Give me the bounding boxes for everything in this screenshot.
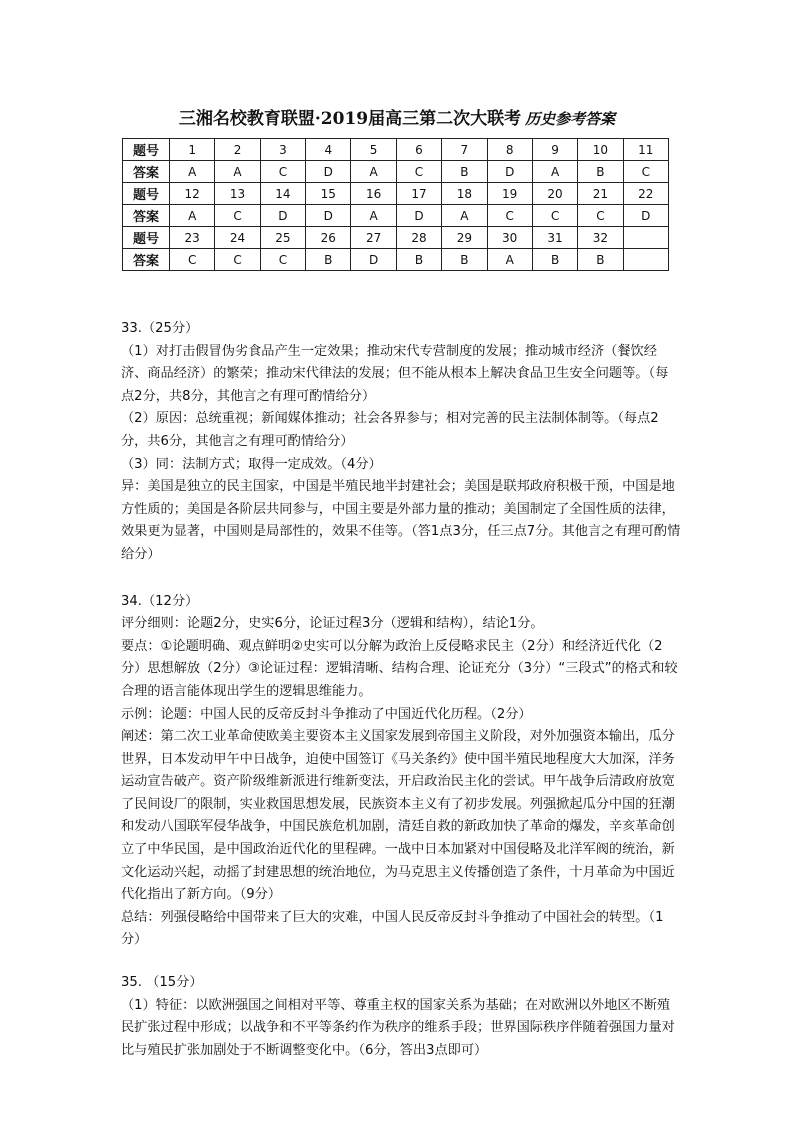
answer-table-cell: D: [396, 205, 441, 227]
answer-table-cell: 22: [623, 183, 668, 205]
answer-table-cell: D: [306, 161, 351, 183]
answer-table-cell: C: [260, 161, 305, 183]
answer-table-cell: 28: [396, 227, 441, 249]
q35-heading: 35. （15分）: [121, 975, 203, 991]
answer-table-cell: 13: [215, 183, 260, 205]
document-title: [0, 104, 794, 129]
q33-heading: 33.（25分）: [121, 321, 199, 336]
answer-table-cell: 15: [306, 183, 351, 205]
title-sub: 历史参考答案: [525, 110, 616, 128]
answer-table-cell: 2: [215, 139, 260, 161]
answer-table-cell: A: [170, 205, 215, 227]
answer-table-cell: C: [578, 205, 623, 227]
answer-table-cell: C: [260, 249, 305, 271]
answer-table-row: [123, 183, 669, 205]
q33-part2: （2）原因：总统重视；新闻媒体推动；社会各界参与；相对完善的民主法制体制等。（每点2分，共6分，其他言之有理可酌情给分）: [121, 411, 659, 449]
q34-heading: 34.（12分）: [121, 593, 199, 609]
answer-table-cell: 14: [260, 183, 305, 205]
answer-table-cell: A: [170, 161, 215, 183]
answer-table-cell: 11: [623, 139, 668, 161]
q33-part1: （1）对打击假冒伪劣食品产生一定效果；推动宋代专营制度的发展；推动城市经济（餐饮经济、商品经济）的繁荣；推动宋代律法的发展；但不能从根本上解决食品卫生安全问题等。（每点2分，共8分，其他言之有理可酌情给分）: [121, 343, 669, 404]
answer-table-cell: [623, 227, 668, 249]
answer-table-cell: B: [396, 249, 441, 271]
answer-table-cell: 16: [351, 183, 396, 205]
q34-summary: 总结：列强侵略给中国带来了巨大的灾难，中国人民反帝反封斗争推动了中国社会的转型。（1分）: [121, 909, 664, 948]
answer-table-row-header: 题号: [123, 139, 170, 161]
answer-table-cell: C: [623, 161, 668, 183]
answer-table-cell: C: [487, 205, 532, 227]
answer-table-cell: B: [578, 161, 623, 183]
answer-table-cell: 21: [578, 183, 623, 205]
answer-table-cell: 12: [170, 183, 215, 205]
q34-example: 示例：论题：中国人民的反帝反封斗争推动了中国近代化历程。（2分）: [121, 706, 532, 722]
answer-table-cell: A: [351, 205, 396, 227]
answer-table-cell: C: [170, 249, 215, 271]
answer-table-cell: D: [260, 205, 305, 227]
answer-table-row-header: 答案: [123, 161, 170, 183]
answer-table-cell: 32: [578, 227, 623, 249]
answer-table-cell: 20: [532, 183, 577, 205]
answer-table-cell: B: [442, 249, 487, 271]
answer-table-cell: A: [487, 249, 532, 271]
answer-table-cell: 23: [170, 227, 215, 249]
answer-table-cell: 3: [260, 139, 305, 161]
answer-table-cell: A: [215, 161, 260, 183]
answer-table-cell: D: [623, 205, 668, 227]
q33-part3-diff: 异：美国是独立的民主国家，中国是半殖民地半封建社会；美国是联邦政府积极干预，中国是地方性质的；美国是各阶层共同参与，中国主要是外部力量的推动；美国制定了全国性质的法律，效果更为显著，中国则是局部性的，效果不佳等。（答1点3分，任三点7分。其他言之有理可酌情给分）: [121, 479, 681, 562]
answer-table-cell: B: [442, 161, 487, 183]
answer-table-cell: 5: [351, 139, 396, 161]
answer-table-row: [123, 205, 669, 227]
answer-table: [122, 138, 669, 271]
answer-table-row: [123, 227, 669, 249]
answer-table-cell: A: [532, 161, 577, 183]
answer-table-cell: 25: [260, 227, 305, 249]
answer-table-row: [123, 139, 669, 161]
answer-table-cell: 6: [396, 139, 441, 161]
answer-table-row: [123, 161, 669, 183]
q34-elaboration: 阐述：第二次工业革命使欧美主要资本主义国家发展到帝国主义阶段，对外加强资本输出，瓜分世界，日本发动甲午中日战争，迫使中国签订《马关条约》使中国半殖民地程度大大加深，洋务运动宣告破产。资产阶级维新派进行维新变法，开启政治民主化的尝试。甲午战争后清政府放宽了民间设厂的限制，实业救国思想发展，民族资本主义有了初步发展。列强掀起瓜分中国的狂潮和发动八国联军侵华战争，中国民族危机加剧，清廷自救的新政加快了革命的爆发，辛亥革命创立了中华民国，是中国政治近代化的里程碑。一战中日本加紧对中国侵略及北洋军阀的统治，新文化运动兴起，动摇了封建思想的统治地位，为马克思主义传播创造了条件，十月革命为中国近代化指出了新方向。（9分）: [121, 729, 675, 903]
answer-table-cell: D: [306, 205, 351, 227]
q33-part3: （3）同：法制方式；取得一定成效。（4分）: [121, 456, 382, 472]
answer-table-cell: 30: [487, 227, 532, 249]
answer-table-row: [123, 249, 669, 271]
answer-table-cell: B: [306, 249, 351, 271]
answer-table-cell: 9: [532, 139, 577, 161]
answer-table-cell: B: [532, 249, 577, 271]
answer-table-cell: 4: [306, 139, 351, 161]
q35-part1: （1）特征：以欧洲强国之间相对平等、尊重主权的国家关系为基础；在对欧洲以外地区不断殖民扩张过程中形成；以战争和不平等条约作为秩序的维系手段；世界国际秩序伴随着强国力量对比与殖民扩张加剧处于不断调整变化中。（6分，答出3点即可）: [121, 997, 675, 1058]
answer-table-row-header: 题号: [123, 183, 170, 205]
answer-table-cell: D: [351, 249, 396, 271]
title-main: 三湘名校教育联盟·2019届高三第二次大联考: [178, 109, 522, 129]
answer-table-cell: 8: [487, 139, 532, 161]
answer-table-cell: C: [215, 249, 260, 271]
q34-points: 要点：①论题明确、观点鲜明②史实可以分解为政治上反侵略求民主（2分）和经济近代化（2分）思想解放（2分）③论证过程：逻辑清晰、结构合理、论证充分（3分）“三段式”的格式和较合理的语言能体现出学生的逻辑思维能力。: [121, 638, 678, 699]
answer-table-cell: C: [215, 205, 260, 227]
answer-table-cell: A: [442, 205, 487, 227]
answer-table-cell: 29: [442, 227, 487, 249]
answer-table-cell: 26: [306, 227, 351, 249]
answer-table-cell: C: [396, 161, 441, 183]
answer-table-cell: 18: [442, 183, 487, 205]
answer-table-row-header: 答案: [123, 249, 170, 271]
answer-body: [121, 318, 681, 1062]
answer-table-row-header: 答案: [123, 205, 170, 227]
answer-table-cell: [623, 249, 668, 271]
answer-table-cell: 17: [396, 183, 441, 205]
answer-table-cell: 24: [215, 227, 260, 249]
answer-table-cell: D: [487, 161, 532, 183]
answer-table-cell: C: [532, 205, 577, 227]
answer-table-cell: 31: [532, 227, 577, 249]
answer-table-cell: 19: [487, 183, 532, 205]
answer-table-cell: 1: [170, 139, 215, 161]
q34-scoring: 评分细则：论题2分，史实6分，论证过程3分（逻辑和结构），结论1分。: [121, 616, 544, 632]
answer-table-cell: 10: [578, 139, 623, 161]
answer-table-cell: 7: [442, 139, 487, 161]
answer-table-cell: A: [351, 161, 396, 183]
answer-table-cell: B: [578, 249, 623, 271]
answer-table-row-header: 题号: [123, 227, 170, 249]
answer-table-cell: 27: [351, 227, 396, 249]
